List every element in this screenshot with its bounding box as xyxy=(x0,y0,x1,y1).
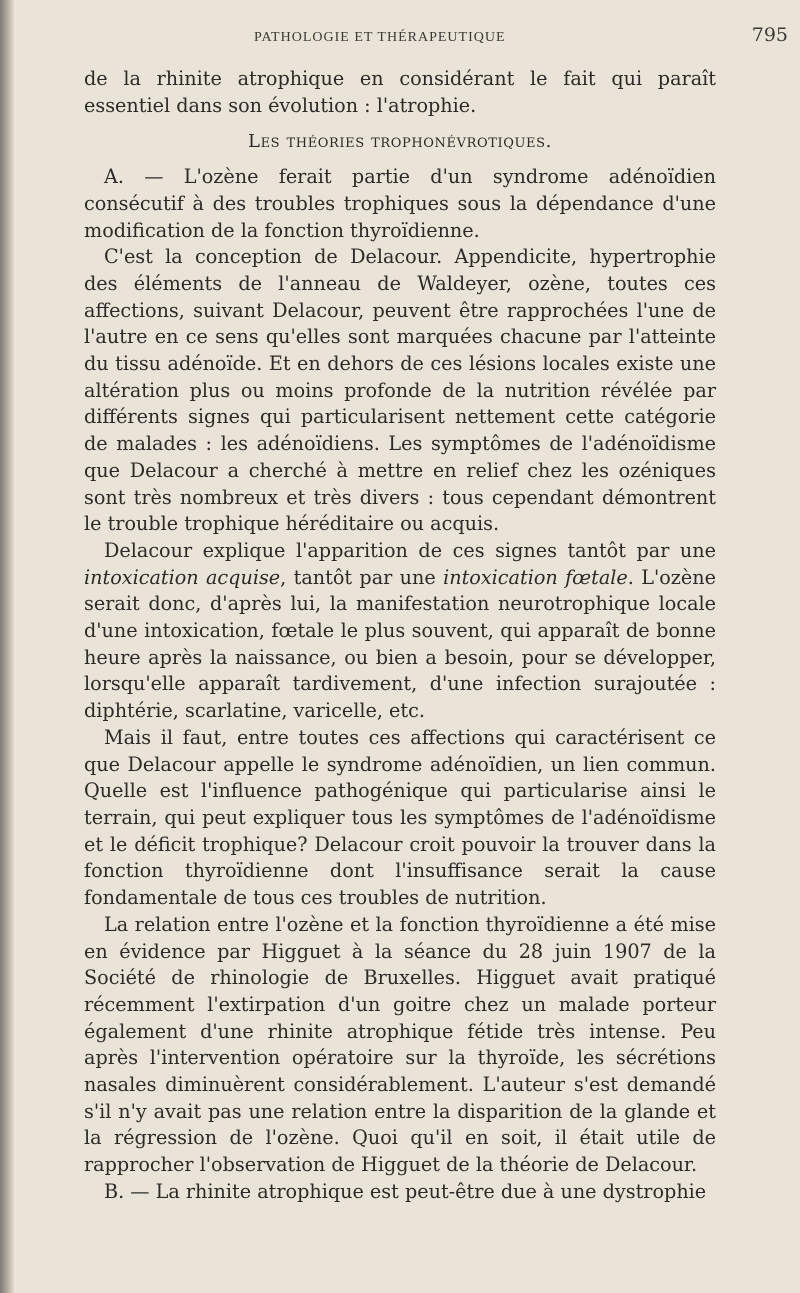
paragraph-delacour-conception: C'est la conception de Delacour. Appendicite, hypertrophie des éléments de l'anneau de Waldeyer, ozène, toutes ces affections, suivant Delacour, peuvent être rapprochées l'une de l'autre en ce sens qu'elles sont marquées chacune par l'atteinte du tissu adénoïde. Et en dehors de ces lésions locales existe une altération plus ou moins profonde de la nutrition révélée par différents signes qui particularisent nettement cette catégorie de malades : les adénoïdiens. Les symptômes de l'adénoïdisme que Delacour a cherché à mettre en relief chez les ozéniques sont très nombreux et très divers : tous cependant démontrent le trouble trophique héréditaire ou acquis. xyxy=(84,245,716,536)
paragraph-syndrome: Mais il faut, entre toutes ces affections qui caractérisent ce que Delacour appelle le syndrome adénoïdien, un lien commun. Quelle est l'influence pathogénique qui particularise ainsi le terrain, qui peut expliquer tous les symptômes de l'adénoïdisme et le déficit trophique? Delacour croit pouvoir la trouver dans la fonction thyroïdienne dont l'insuffisance serait la cause fondamentale de tous ces troubles de nutrition. xyxy=(84,725,716,910)
paragraph-b: B. — La rhinite atrophique est peut-être due à une dystrophie xyxy=(104,1179,707,1203)
book-page xyxy=(84,0,788,1293)
running-head: PATHOLOGIE ET THÉRAPEUTIQUE xyxy=(254,30,506,45)
page-number: 795 xyxy=(751,24,788,46)
italic-term: intoxication fœtale xyxy=(443,565,628,589)
book-spine-shadow xyxy=(0,0,14,1293)
paragraph-higguet: La relation entre l'ozène et la fonction thyroïdienne a été mise en évidence par Higguet à la séance du 28 juin 1907 de la Société de rhinologie de Bruxelles. Higguet avait pratiqué récemment l'extirpation d'un goitre chez un malade porteur également d'une rhinite atrophique fétide très intense. Peu après l'intervention opératoire sur la thyroïde, les sécrétions nasales diminuèrent considérablement. L'auteur s'est demandé s'il n'y avait pas une relation entre la disparition de la glande et la régression de l'ozène. Quoi qu'il en soit, il était utile de rapprocher l'observation de Higguet de la théorie de Delacour. xyxy=(84,912,716,1177)
text-run: Delacour explique l'apparition de ces signes tantôt par une xyxy=(104,538,716,562)
italic-term: intoxication acquise xyxy=(84,565,281,589)
paragraph-continuation: de la rhinite atrophique en considérant le fait qui paraît essentiel dans son évolution : l'atrophie. xyxy=(84,67,716,117)
body-text xyxy=(84,66,716,1206)
section-heading: Les théories trophonévrotiques. xyxy=(248,131,552,153)
paragraph-a: A. — L'ozène ferait partie d'un syndrome adénoïdien consécutif à des troubles trophiques sous la dépendance d'une modification de la fonction thyroïdienne. xyxy=(84,165,716,242)
text-run: , tantôt par une xyxy=(280,565,444,589)
paragraph-intoxication xyxy=(84,538,716,725)
text-run: . L'ozène serait donc, d'après lui, la manifestation neurotrophique locale d'une intoxication, fœtale le plus souvent, qui apparaît de bonne heure après la naissance, ou bien a besoin, pour se développer, lorsqu'elle apparaît tardivement, d'une infection surajoutée : diphtérie, scarlatine, varicelle, etc. xyxy=(84,565,716,723)
